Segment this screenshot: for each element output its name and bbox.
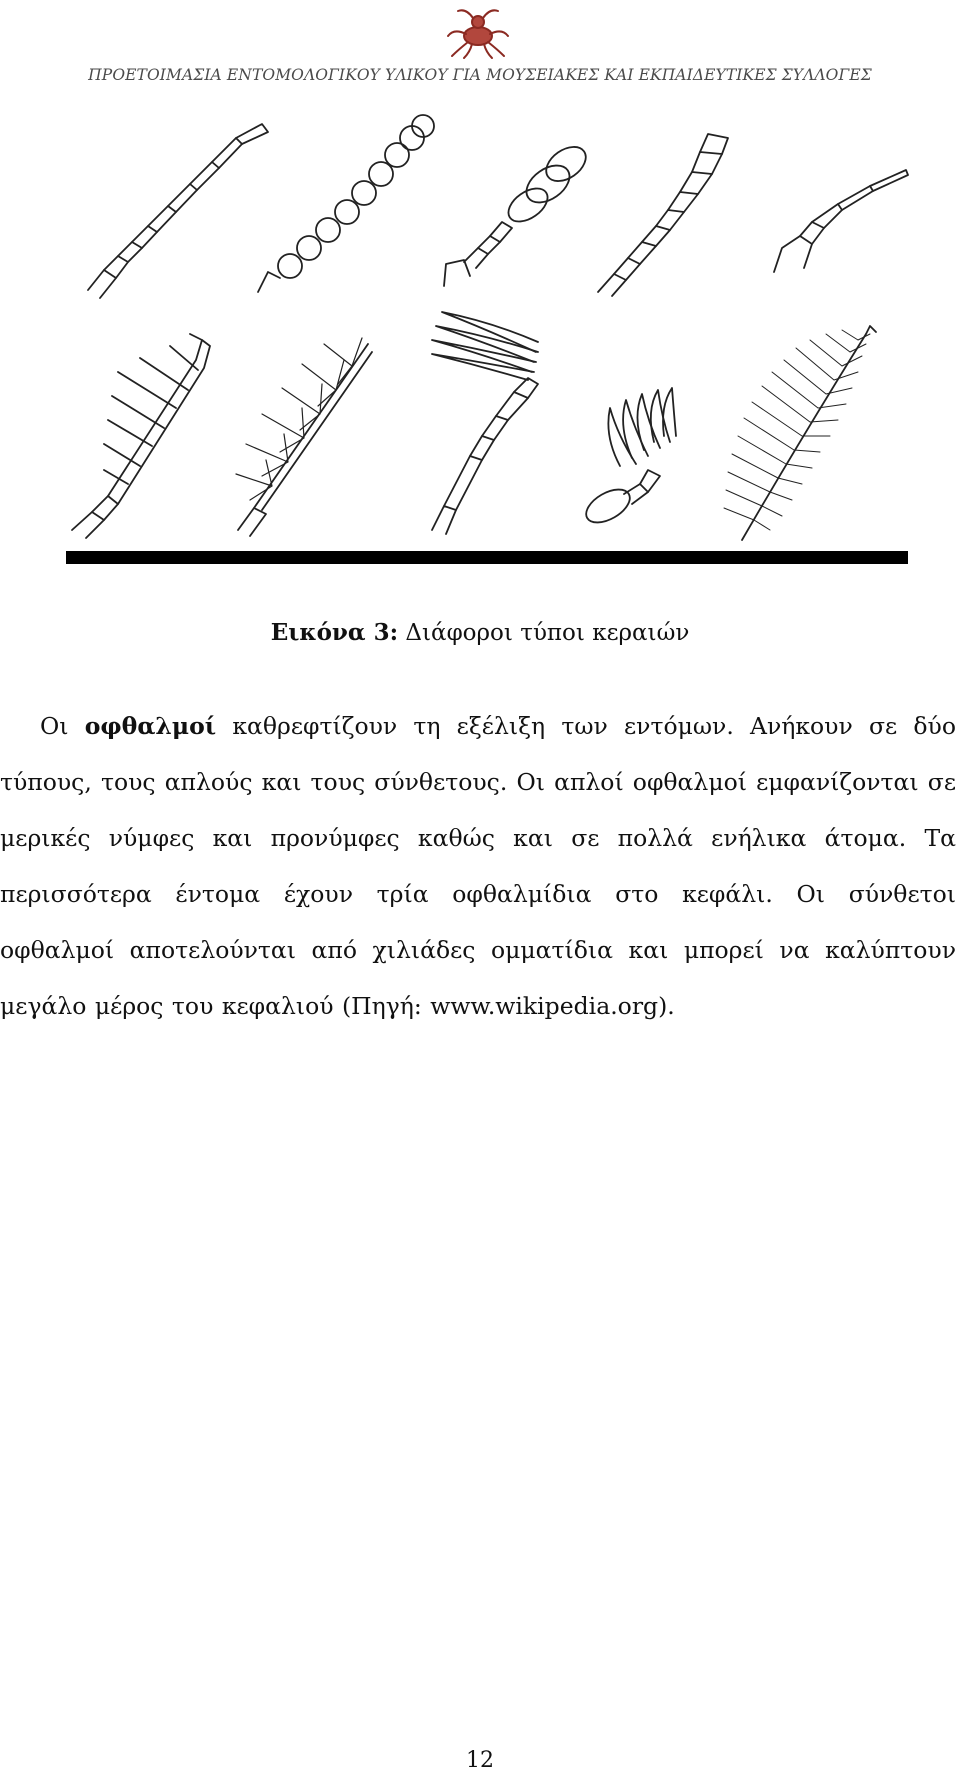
paragraph-bold-term: οφθαλμοί [84,712,217,740]
capitate-antenna-icon [444,140,592,286]
paragraph-rest: καθρεφτίζουν τη εξέλιξη των εντόμων. Ανήκουν σε δύο τύπους, τους απλούς και τους σύνθετους. Οι απλοί οφθαλμοί εμφανίζονται σε μερικές νύμφες και προνύμφες καθώς και σε πολλά ενήλικα άτομα. Τα περισσότερα έντομα έχουν τρία οφθαλμίδια στο κεφάλι. Οι σύνθετοι οφθαλμοί αποτελούνται από χιλιάδες ομματίδια και μπορεί να καλύπτουν μεγάλο μέρος του κεφαλιού (Πηγή: www.wikipedia.org). [0,712,956,1020]
flabellate-antenna-icon [581,388,676,529]
running-header: ΠΡΟΕΤΟΙΜΑΣΙΑ ΕΝΤΟΜΟΛΟΓΙΚΟΥ ΥΛΙΚΟΥ ΓΙΑ ΜΟΥΣΕΙΑΚΕΣ ΚΑΙ ΕΚΠΑΙΔΕΥΤΙΚΕΣ ΣΥΛΛΟΓΕΣ [88,66,872,84]
bipectinate-antenna-icon [724,326,876,540]
plumose-antenna-icon [236,338,372,536]
lamellate-antenna-icon [432,312,538,534]
page-number: 12 [466,1748,494,1773]
setaceous-antenna-icon [774,170,908,272]
caption-label: Εικόνα 3: [270,619,399,646]
antenna-types-figure [0,0,960,580]
figure-bottom-rule [66,551,908,564]
pectinate-antenna-icon [72,334,210,538]
body-paragraph [0,698,956,1034]
moniliform-antenna-icon [258,115,434,292]
caption-text: Διάφοροι τύποι κεραιών [398,620,690,646]
filiform-antenna-icon [88,124,268,298]
clavate-antenna-icon [598,134,728,296]
figure-caption [0,619,960,646]
paragraph-start: Οι [40,712,85,740]
